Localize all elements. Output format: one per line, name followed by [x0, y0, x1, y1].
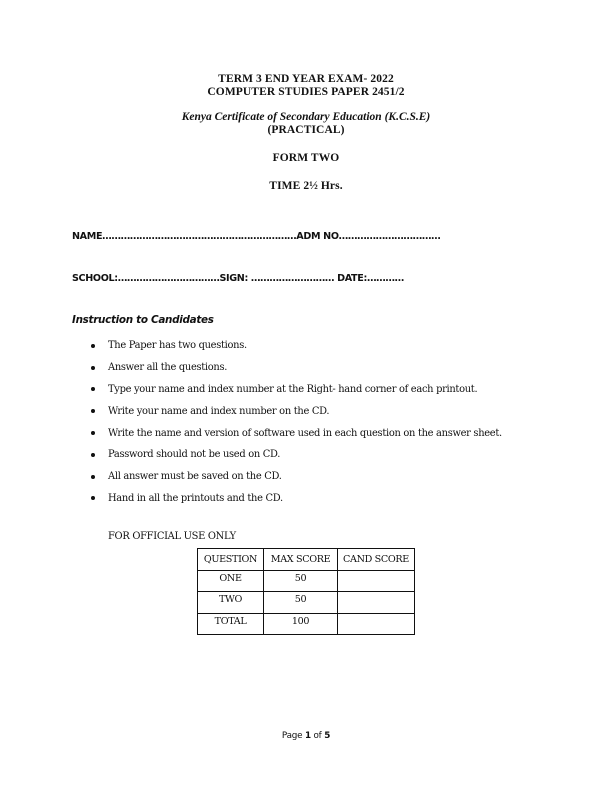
header-max-score: MAX SCORE	[264, 549, 338, 571]
table-row	[198, 570, 415, 592]
bullet-icon	[91, 431, 95, 435]
page-number: Page 1 of 5	[281, 731, 331, 741]
header-cand-score: CAND SCORE	[338, 549, 415, 571]
cell-max-score: 50	[264, 592, 338, 614]
score-table	[197, 548, 415, 635]
instructions-list	[88, 335, 502, 509]
instruction-item: Write the name and version of software used in each question on the answer sheet.	[88, 422, 502, 444]
instruction-item: Password should not be used on CD.	[88, 444, 502, 466]
form-label: FORM TWO	[272, 152, 340, 164]
instruction-item: Hand in all the printouts and the CD.	[88, 488, 502, 510]
cell-cand-score	[338, 570, 415, 592]
bullet-icon	[91, 453, 95, 457]
cell-max-score: 50	[264, 570, 338, 592]
exam-title: TERM 3 END YEAR EXAM- 2022	[218, 73, 394, 85]
time-label: TIME 2½ Hrs.	[269, 180, 343, 192]
cell-cand-score	[338, 613, 415, 635]
instruction-item: Type your name and index number at the Right- hand corner of each printout.	[88, 379, 502, 401]
practical-label: (PRACTICAL)	[267, 124, 345, 136]
cell-question: TOTAL	[198, 613, 264, 635]
bullet-icon	[91, 344, 95, 348]
certificate-title: Kenya Certificate of Secondary Education (K.C.S.E)	[181, 111, 431, 123]
bullet-icon	[91, 387, 95, 391]
cell-question: TWO	[198, 592, 264, 614]
table-row	[198, 592, 415, 614]
header-question: QUESTION	[198, 549, 264, 571]
table-row	[198, 613, 415, 635]
cell-question: ONE	[198, 570, 264, 592]
cell-cand-score	[338, 592, 415, 614]
instruction-item: The Paper has two questions.	[88, 335, 502, 357]
instructions-heading: Instruction to Candidates	[72, 314, 214, 326]
official-use-label: FOR OFFICIAL USE ONLY	[108, 531, 236, 542]
instruction-item: Answer all the questions.	[88, 357, 502, 379]
bullet-icon	[91, 409, 95, 413]
bullet-icon	[91, 366, 95, 370]
table-header-row	[198, 549, 415, 571]
school-sign-date-field-line: SCHOOL:……………………………SIGN: ……………………… DATE:…………	[72, 273, 404, 284]
name-adm-field-line: NAME………………………………………………………ADM NO……………………………	[72, 231, 441, 242]
bullet-icon	[91, 475, 95, 479]
paper-title: COMPUTER STUDIES PAPER 2451/2	[207, 86, 405, 98]
cell-max-score: 100	[264, 613, 338, 635]
instruction-item: All answer must be saved on the CD.	[88, 466, 502, 488]
bullet-icon	[91, 496, 95, 500]
instruction-item: Write your name and index number on the CD.	[88, 400, 502, 422]
